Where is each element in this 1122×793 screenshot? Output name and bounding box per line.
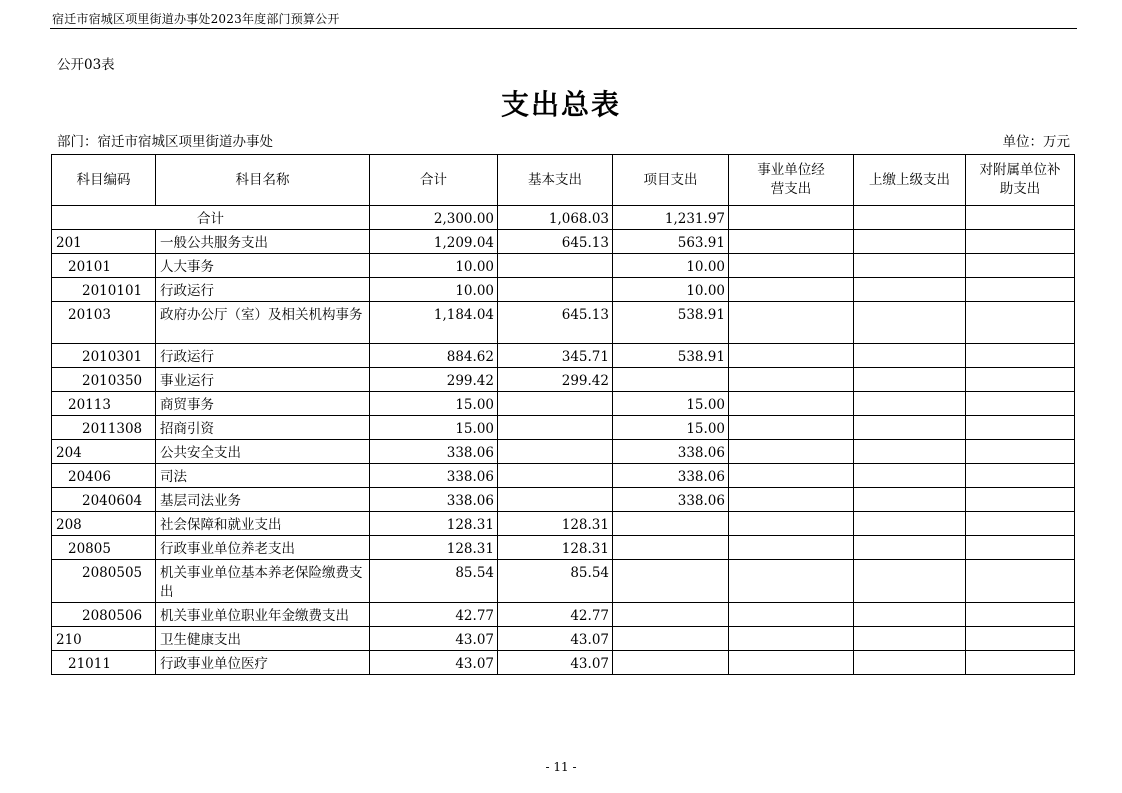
row-total: 338.06 (370, 464, 498, 488)
subject-code: 2010101 (52, 278, 156, 302)
empty-cell (854, 603, 966, 627)
table-code: 公开03表 (57, 57, 115, 73)
empty-cell (854, 254, 966, 278)
empty-cell (966, 206, 1075, 230)
row-basic: 42.77 (498, 603, 613, 627)
row-basic (498, 464, 613, 488)
empty-cell (729, 302, 854, 344)
empty-cell (729, 230, 854, 254)
empty-cell (966, 603, 1075, 627)
row-basic: 43.07 (498, 651, 613, 675)
row-project: 338.06 (613, 440, 729, 464)
row-project: 538.91 (613, 302, 729, 344)
row-project (613, 627, 729, 651)
row-basic: 345.71 (498, 344, 613, 368)
empty-cell (966, 536, 1075, 560)
empty-cell (854, 627, 966, 651)
empty-cell (854, 416, 966, 440)
row-basic (498, 488, 613, 512)
table-row (52, 627, 1075, 651)
row-basic: 645.13 (498, 230, 613, 254)
table-row (52, 440, 1075, 464)
subject-name: 事业运行 (156, 368, 370, 392)
row-basic (498, 416, 613, 440)
page-title: 支出总表 (500, 88, 621, 121)
empty-cell (729, 440, 854, 464)
row-basic (498, 440, 613, 464)
subject-name: 社会保障和就业支出 (156, 512, 370, 536)
subject-name: 商贸事务 (156, 392, 370, 416)
row-basic: 645.13 (498, 302, 613, 344)
row-basic: 43.07 (498, 627, 613, 651)
empty-cell (854, 512, 966, 536)
subject-name: 行政事业单位养老支出 (156, 536, 370, 560)
row-total: 85.54 (370, 560, 498, 603)
row-total: 299.42 (370, 368, 498, 392)
row-total: 884.62 (370, 344, 498, 368)
empty-cell (729, 560, 854, 603)
row-project: 15.00 (613, 392, 729, 416)
total-basic: 1,068.03 (498, 206, 613, 230)
row-project (613, 512, 729, 536)
subject-name: 公共安全支出 (156, 440, 370, 464)
row-project (613, 603, 729, 627)
empty-cell (729, 206, 854, 230)
empty-cell (966, 344, 1075, 368)
total-project: 1,231.97 (613, 206, 729, 230)
subject-name: 招商引资 (156, 416, 370, 440)
empty-cell (966, 488, 1075, 512)
table-row (52, 464, 1075, 488)
row-project: 563.91 (613, 230, 729, 254)
subject-code: 201 (52, 230, 156, 254)
subject-name: 行政事业单位医疗 (156, 651, 370, 675)
empty-cell (729, 536, 854, 560)
subject-name: 行政运行 (156, 278, 370, 302)
empty-cell (729, 603, 854, 627)
empty-cell (966, 368, 1075, 392)
empty-cell (966, 278, 1075, 302)
table-row (52, 560, 1075, 603)
empty-cell (966, 627, 1075, 651)
empty-cell (966, 651, 1075, 675)
total-amount: 2,300.00 (370, 206, 498, 230)
column-header: 科目编码 (52, 155, 156, 206)
subject-name: 机关事业单位职业年金缴费支出 (156, 603, 370, 627)
table-row (52, 344, 1075, 368)
row-basic: 128.31 (498, 512, 613, 536)
row-total: 10.00 (370, 254, 498, 278)
table-row (52, 368, 1075, 392)
table-row (52, 392, 1075, 416)
empty-cell (854, 206, 966, 230)
row-basic: 299.42 (498, 368, 613, 392)
table-row (52, 651, 1075, 675)
empty-cell (729, 464, 854, 488)
document-header: 宿迁市宿城区项里街道办事处2023年度部门预算公开 (52, 12, 340, 26)
table-row (52, 254, 1075, 278)
row-project: 338.06 (613, 464, 729, 488)
row-total: 1,184.04 (370, 302, 498, 344)
empty-cell (729, 368, 854, 392)
empty-cell (729, 254, 854, 278)
column-header: 项目支出 (613, 155, 729, 206)
header-divider (50, 28, 1077, 29)
subject-name: 行政运行 (156, 344, 370, 368)
subject-name: 人大事务 (156, 254, 370, 278)
subject-code: 21011 (52, 651, 156, 675)
subject-code: 2011308 (52, 416, 156, 440)
table-row (52, 278, 1075, 302)
row-total: 128.31 (370, 512, 498, 536)
subject-code: 20805 (52, 536, 156, 560)
subject-code: 2080506 (52, 603, 156, 627)
department-label: 部门：宿迁市宿城区项里街道办事处 (57, 134, 273, 150)
subject-name: 基层司法业务 (156, 488, 370, 512)
total-label: 合计 (52, 206, 370, 230)
subject-code: 20103 (52, 302, 156, 344)
empty-cell (966, 392, 1075, 416)
row-project: 15.00 (613, 416, 729, 440)
row-project (613, 368, 729, 392)
column-header: 对附属单位补助支出 (966, 155, 1075, 206)
empty-cell (854, 392, 966, 416)
empty-cell (854, 302, 966, 344)
subject-name: 卫生健康支出 (156, 627, 370, 651)
row-project: 338.06 (613, 488, 729, 512)
row-total: 43.07 (370, 627, 498, 651)
empty-cell (729, 392, 854, 416)
row-basic (498, 254, 613, 278)
subject-name: 机关事业单位基本养老保险缴费支出 (156, 560, 370, 603)
empty-cell (729, 416, 854, 440)
subject-code: 210 (52, 627, 156, 651)
empty-cell (854, 230, 966, 254)
empty-cell (729, 344, 854, 368)
row-total: 15.00 (370, 416, 498, 440)
empty-cell (966, 416, 1075, 440)
empty-cell (729, 627, 854, 651)
empty-cell (966, 302, 1075, 344)
empty-cell (729, 651, 854, 675)
subject-name: 政府办公厅（室）及相关机构事务 (156, 302, 370, 344)
empty-cell (854, 560, 966, 603)
table-row (52, 302, 1075, 344)
table-row (52, 488, 1075, 512)
empty-cell (966, 464, 1075, 488)
empty-cell (854, 440, 966, 464)
subject-code: 2080505 (52, 560, 156, 603)
unit-label: 单位：万元 (1002, 134, 1070, 150)
empty-cell (854, 344, 966, 368)
table-row (52, 230, 1075, 254)
total-row (52, 206, 1075, 230)
expenditure-table (51, 154, 1075, 675)
table-header-row (52, 155, 1075, 206)
empty-cell (729, 512, 854, 536)
table-row (52, 536, 1075, 560)
row-total: 43.07 (370, 651, 498, 675)
row-total: 338.06 (370, 440, 498, 464)
table-row (52, 512, 1075, 536)
empty-cell (966, 230, 1075, 254)
row-basic: 128.31 (498, 536, 613, 560)
subject-code: 20101 (52, 254, 156, 278)
row-total: 338.06 (370, 488, 498, 512)
empty-cell (729, 488, 854, 512)
row-total: 42.77 (370, 603, 498, 627)
empty-cell (854, 278, 966, 302)
row-total: 15.00 (370, 392, 498, 416)
column-header: 上缴上级支出 (854, 155, 966, 206)
column-header: 科目名称 (156, 155, 370, 206)
subject-name: 一般公共服务支出 (156, 230, 370, 254)
row-total: 128.31 (370, 536, 498, 560)
row-project (613, 651, 729, 675)
table-row (52, 603, 1075, 627)
empty-cell (966, 440, 1075, 464)
page-number: - 11 - (545, 760, 577, 774)
empty-cell (854, 536, 966, 560)
subject-code: 2010301 (52, 344, 156, 368)
empty-cell (854, 464, 966, 488)
row-project: 538.91 (613, 344, 729, 368)
subject-code: 2040604 (52, 488, 156, 512)
subject-name: 司法 (156, 464, 370, 488)
row-basic (498, 392, 613, 416)
column-header: 事业单位经营支出 (729, 155, 854, 206)
empty-cell (854, 368, 966, 392)
empty-cell (854, 651, 966, 675)
column-header: 合计 (370, 155, 498, 206)
subject-code: 20113 (52, 392, 156, 416)
subject-code: 2010350 (52, 368, 156, 392)
empty-cell (854, 488, 966, 512)
row-project (613, 560, 729, 603)
row-basic (498, 278, 613, 302)
empty-cell (966, 560, 1075, 603)
row-project: 10.00 (613, 278, 729, 302)
subject-code: 20406 (52, 464, 156, 488)
row-project: 10.00 (613, 254, 729, 278)
subject-code: 208 (52, 512, 156, 536)
row-total: 10.00 (370, 278, 498, 302)
row-basic: 85.54 (498, 560, 613, 603)
column-header: 基本支出 (498, 155, 613, 206)
empty-cell (966, 254, 1075, 278)
empty-cell (729, 278, 854, 302)
row-project (613, 536, 729, 560)
subject-code: 204 (52, 440, 156, 464)
table-row (52, 416, 1075, 440)
empty-cell (966, 512, 1075, 536)
row-total: 1,209.04 (370, 230, 498, 254)
